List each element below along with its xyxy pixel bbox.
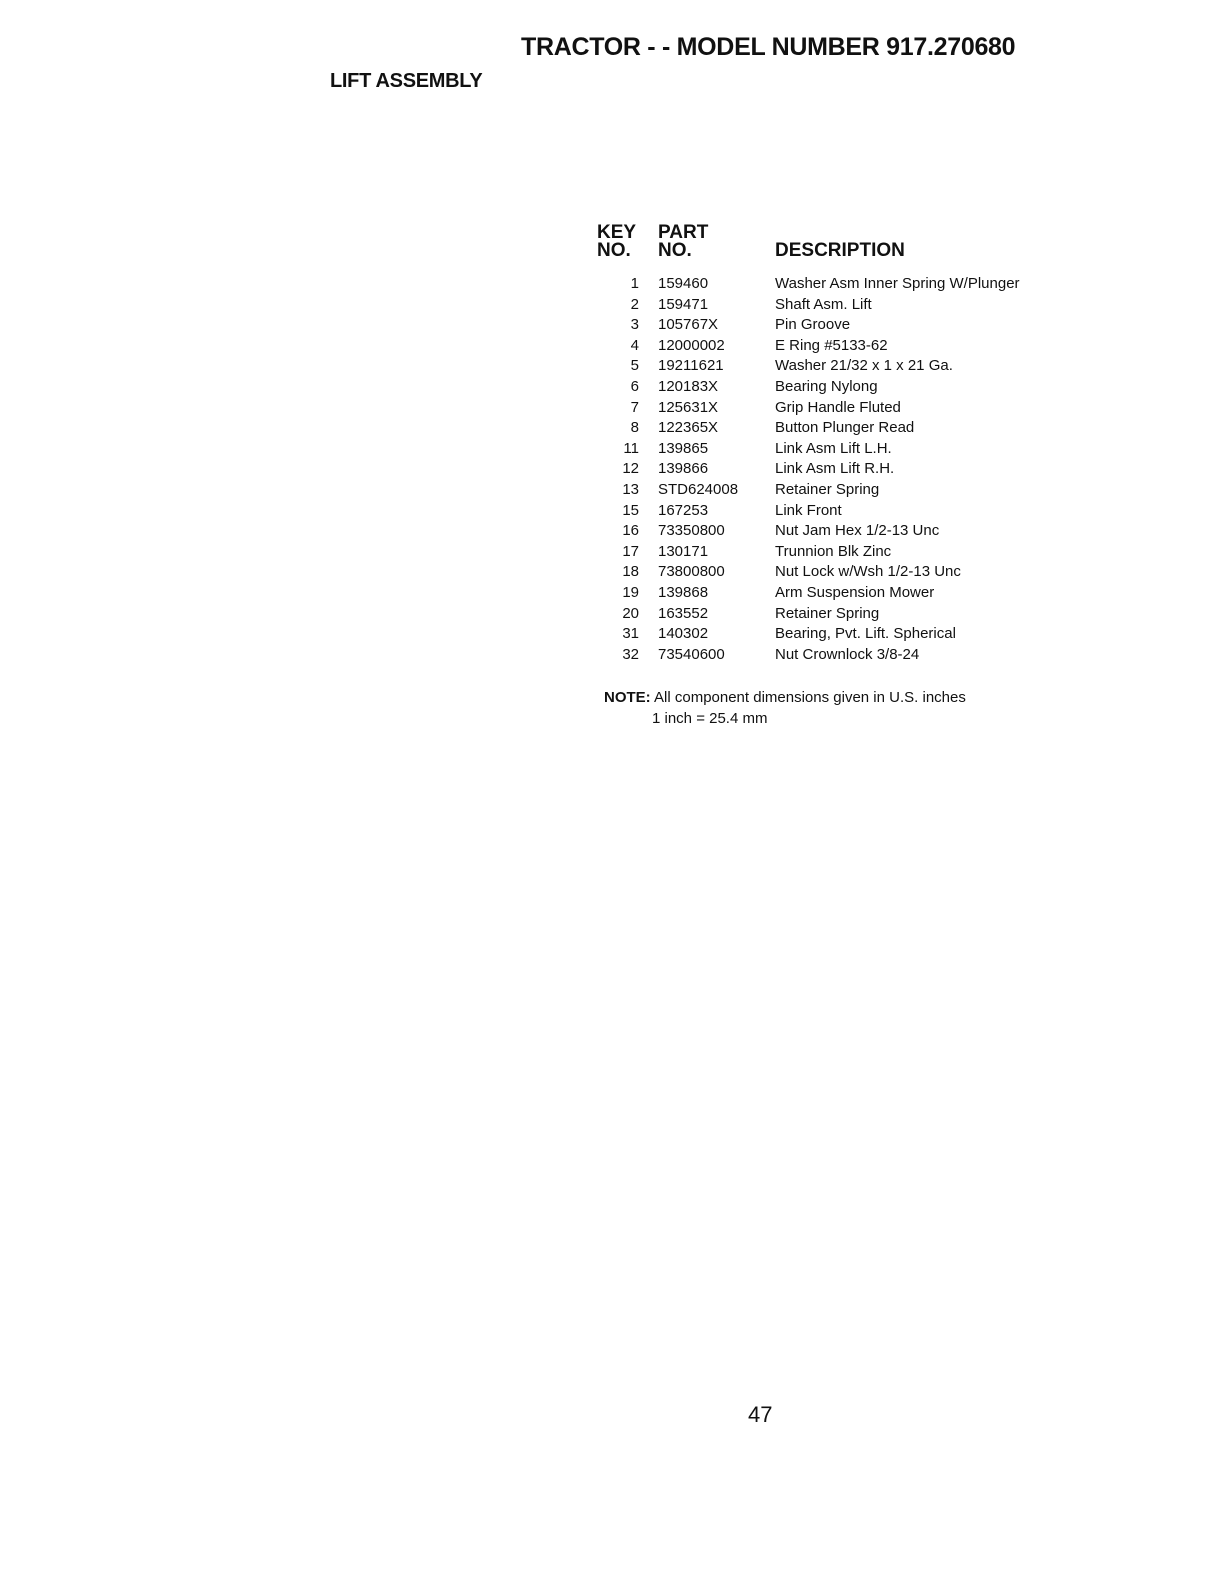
table-row	[597, 316, 1097, 337]
table-row	[597, 460, 1097, 481]
part-description: E Ring #5133-62	[775, 336, 888, 354]
table-row	[597, 522, 1097, 543]
part-description: Retainer Spring	[775, 480, 880, 498]
part-number: 12000002	[658, 336, 725, 354]
key-number: 2	[630, 295, 639, 313]
part-number: 167253	[658, 501, 709, 519]
key-number: 5	[630, 357, 639, 375]
note-text: All component dimensions given in U.S. inches	[654, 689, 966, 706]
description-header: DESCRIPTION	[775, 240, 905, 261]
part-description: Link Asm Lift L.H.	[775, 439, 892, 457]
key-header-line1: KEY	[597, 222, 637, 243]
table-row	[597, 584, 1097, 605]
key-number: 17	[622, 542, 639, 560]
part-header-line2: NO.	[658, 240, 692, 261]
part-number: 140302	[658, 625, 709, 643]
part-number: 122365X	[658, 419, 719, 437]
key-number: 3	[630, 316, 639, 334]
parts-rows	[597, 275, 1097, 666]
key-number: 6	[630, 377, 639, 395]
key-number: 18	[622, 563, 639, 581]
table-row	[597, 399, 1097, 420]
part-description: Link Asm Lift R.H.	[775, 460, 895, 478]
key-number: 19	[622, 583, 639, 601]
table-row	[597, 625, 1097, 646]
note-conversion: 1 inch = 25.4 mm	[652, 710, 768, 727]
key-number: 11	[623, 439, 639, 457]
part-number: 139865	[658, 439, 709, 457]
table-row	[597, 440, 1097, 461]
part-number: 159471	[658, 295, 709, 313]
section-title: LIFT ASSEMBLY	[330, 70, 483, 92]
key-number: 16	[622, 522, 639, 540]
key-number: 1	[630, 275, 639, 292]
part-number: 159460	[658, 275, 709, 292]
part-description: Link Front	[775, 501, 842, 519]
part-number: 125631X	[658, 398, 719, 416]
key-number: 15	[622, 501, 639, 519]
table-row	[597, 543, 1097, 564]
part-number: 105767X	[658, 316, 719, 334]
part-description: Shaft Asm. Lift	[775, 295, 872, 313]
table-row	[597, 357, 1097, 378]
part-description: Retainer Spring	[775, 604, 880, 622]
table-row	[597, 481, 1097, 502]
part-number: 19211621	[658, 357, 724, 375]
key-number: 13	[622, 480, 639, 498]
note-label: NOTE:	[604, 689, 651, 706]
page-title: TRACTOR - - MODEL NUMBER 917.270680	[521, 33, 1016, 61]
part-number: 163552	[658, 604, 709, 622]
part-description: Arm Suspension Mower	[775, 583, 935, 601]
key-number: 7	[630, 398, 639, 416]
table-row	[597, 605, 1097, 626]
part-header-line1: PART	[658, 222, 709, 243]
key-header-line2: NO.	[597, 240, 631, 261]
table-row	[597, 378, 1097, 399]
part-description: Nut Lock w/Wsh 1/2-13 Unc	[775, 563, 961, 581]
key-number: 4	[630, 336, 639, 354]
parts-table	[597, 222, 1097, 663]
part-number: 139866	[658, 460, 709, 478]
table-row	[597, 646, 1097, 667]
key-number: 8	[630, 419, 639, 437]
table-row	[597, 296, 1097, 317]
table-row	[597, 419, 1097, 440]
part-number: 73540600	[658, 645, 725, 663]
key-number: 31	[622, 625, 639, 643]
part-number: 139868	[658, 583, 709, 601]
page-number: 47	[748, 1402, 773, 1427]
part-description: Washer 21/32 x 1 x 21 Ga.	[775, 357, 953, 375]
table-row	[597, 337, 1097, 358]
key-number: 32	[622, 645, 639, 663]
table-row	[597, 275, 1097, 296]
key-number: 12	[622, 460, 639, 478]
key-number: 20	[622, 604, 639, 622]
note	[604, 689, 966, 706]
table-row	[597, 502, 1097, 523]
part-description: Bearing, Pvt. Lift. Spherical	[775, 625, 956, 643]
part-description: Washer Asm Inner Spring W/Plunger	[775, 275, 1020, 292]
part-number: 73350800	[658, 522, 725, 540]
part-description: Button Plunger Read	[775, 419, 915, 437]
part-number: 120183X	[658, 377, 719, 395]
part-number: STD624008	[658, 480, 739, 498]
part-description: Pin Groove	[775, 316, 851, 334]
part-number: 130171	[658, 542, 709, 560]
part-description: Nut Jam Hex 1/2-13 Unc	[775, 522, 940, 540]
part-description: Trunnion Blk Zinc	[775, 542, 892, 560]
table-row	[597, 563, 1097, 584]
part-number: 73800800	[658, 563, 725, 581]
part-description: Nut Crownlock 3/8-24	[775, 645, 920, 663]
part-description: Grip Handle Fluted	[775, 398, 901, 416]
part-description: Bearing Nylong	[775, 377, 878, 395]
table-header	[597, 222, 1097, 264]
